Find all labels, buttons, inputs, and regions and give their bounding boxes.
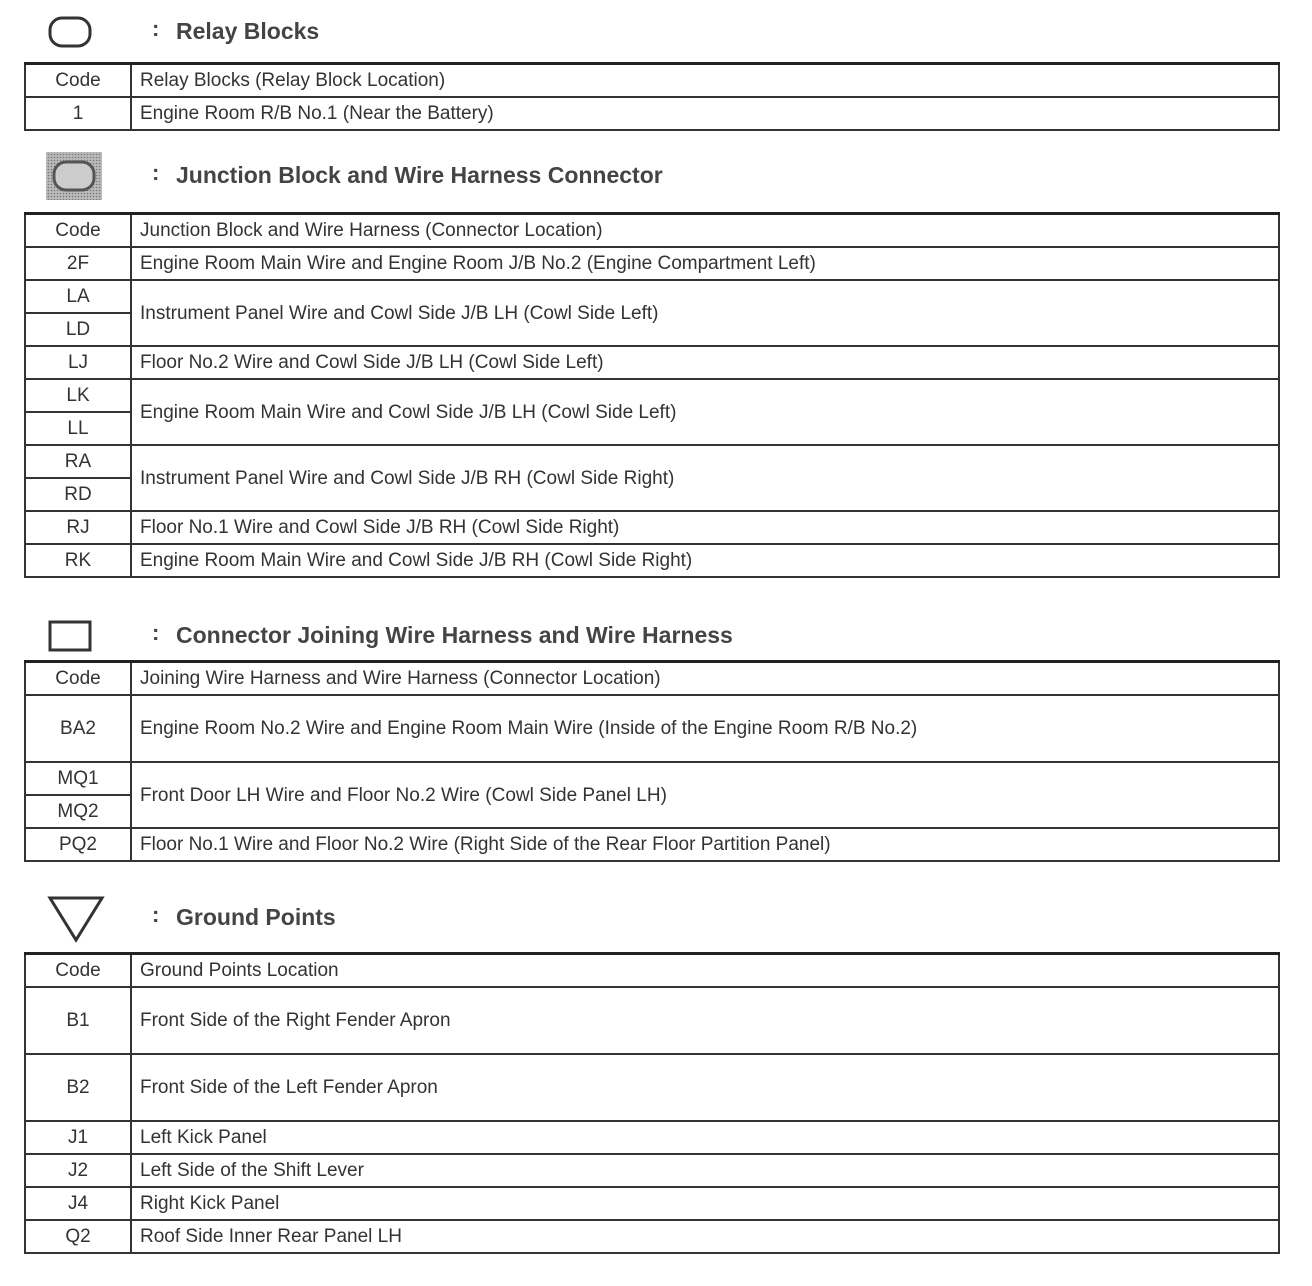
row-code: RD [25,478,131,511]
table-row [25,828,1279,861]
row-desc: Floor No.1 Wire and Floor No.2 Wire (Right Side of the Rear Floor Partition Panel) [131,828,1279,861]
section-colon: : [152,902,160,927]
header-desc: Relay Blocks (Relay Block Location) [131,64,1279,98]
section-colon: : [152,620,160,645]
row-code: RJ [25,511,131,544]
table-row [25,97,1279,130]
table-row [25,247,1279,280]
section-colon: : [152,16,160,41]
row-code: MQ1 [25,762,131,795]
row-desc: Engine Room Main Wire and Cowl Side J/B LH (Cowl Side Left) [131,379,1279,445]
relay-blocks-table [24,62,1280,131]
table-row [25,695,1279,762]
table-row [25,544,1279,577]
header-code: Code [25,214,131,248]
row-code: Q2 [25,1220,131,1253]
header-code: Code [25,662,131,696]
table-row [25,445,1279,478]
table-header-row [25,662,1279,696]
row-desc: Engine Room Main Wire and Engine Room J/B No.2 (Engine Compartment Left) [131,247,1279,280]
row-desc: Engine Room No.2 Wire and Engine Room Main Wire (Inside of the Engine Room R/B No.2) [131,695,1279,762]
table-row [25,511,1279,544]
table-row [25,762,1279,795]
section-ground-points [24,892,1280,1254]
header-desc: Junction Block and Wire Harness (Connector Location) [131,214,1279,248]
section-colon: : [152,160,160,185]
table-header-row [25,64,1279,98]
section-connector-joining [24,612,1280,862]
ground-points-table [24,952,1280,1254]
row-code: MQ2 [25,795,131,828]
row-code: J2 [25,1154,131,1187]
row-code: LL [25,412,131,445]
row-code: BA2 [25,695,131,762]
row-desc: Left Kick Panel [131,1121,1279,1154]
row-code: J1 [25,1121,131,1154]
row-desc: Floor No.1 Wire and Cowl Side J/B RH (Cowl Side Right) [131,511,1279,544]
table-row [25,1154,1279,1187]
table-header-row [25,954,1279,988]
section-header [24,150,1280,212]
row-desc: Right Kick Panel [131,1187,1279,1220]
row-code: B1 [25,987,131,1054]
row-desc: Left Side of the Shift Lever [131,1154,1279,1187]
row-desc: Roof Side Inner Rear Panel LH [131,1220,1279,1253]
rounded-rect-icon [46,12,94,52]
row-desc: Instrument Panel Wire and Cowl Side J/B RH (Cowl Side Right) [131,445,1279,511]
header-desc: Ground Points Location [131,954,1279,988]
section-title: Junction Block and Wire Harness Connector [176,162,663,188]
connector-joining-table [24,660,1280,862]
section-header [24,10,1280,62]
row-code: LK [25,379,131,412]
row-code: 1 [25,97,131,130]
row-code: RK [25,544,131,577]
square-icon [46,616,94,656]
section-title: Relay Blocks [176,18,320,44]
row-code: LJ [25,346,131,379]
table-row [25,1054,1279,1121]
header-code: Code [25,954,131,988]
header-desc: Joining Wire Harness and Wire Harness (Connector Location) [131,662,1279,696]
table-row [25,280,1279,313]
table-row [25,379,1279,412]
row-code: RA [25,445,131,478]
row-code: B2 [25,1054,131,1121]
row-code: 2F [25,247,131,280]
row-desc: Engine Room Main Wire and Cowl Side J/B RH (Cowl Side Right) [131,544,1279,577]
triangle-down-icon [46,892,106,946]
row-desc: Front Door LH Wire and Floor No.2 Wire (Cowl Side Panel LH) [131,762,1279,828]
table-row [25,1121,1279,1154]
row-desc: Front Side of the Left Fender Apron [131,1054,1279,1121]
row-desc: Floor No.2 Wire and Cowl Side J/B LH (Cowl Side Left) [131,346,1279,379]
shaded-rounded-rect-icon [44,150,104,202]
junction-block-table [24,212,1280,578]
table-row [25,346,1279,379]
table-row [25,1187,1279,1220]
row-desc: Instrument Panel Wire and Cowl Side J/B LH (Cowl Side Left) [131,280,1279,346]
section-junction-block [24,150,1280,578]
section-header [24,892,1280,952]
table-row [25,1220,1279,1253]
section-relay-blocks [24,10,1280,131]
header-code: Code [25,64,131,98]
row-code: PQ2 [25,828,131,861]
row-code: J4 [25,1187,131,1220]
row-desc: Front Side of the Right Fender Apron [131,987,1279,1054]
section-header [24,612,1280,660]
section-title: Connector Joining Wire Harness and Wire Harness [176,622,733,648]
table-header-row [25,214,1279,248]
row-code: LA [25,280,131,313]
row-code: LD [25,313,131,346]
row-desc: Engine Room R/B No.1 (Near the Battery) [131,97,1279,130]
table-row [25,987,1279,1054]
section-title: Ground Points [176,904,336,930]
